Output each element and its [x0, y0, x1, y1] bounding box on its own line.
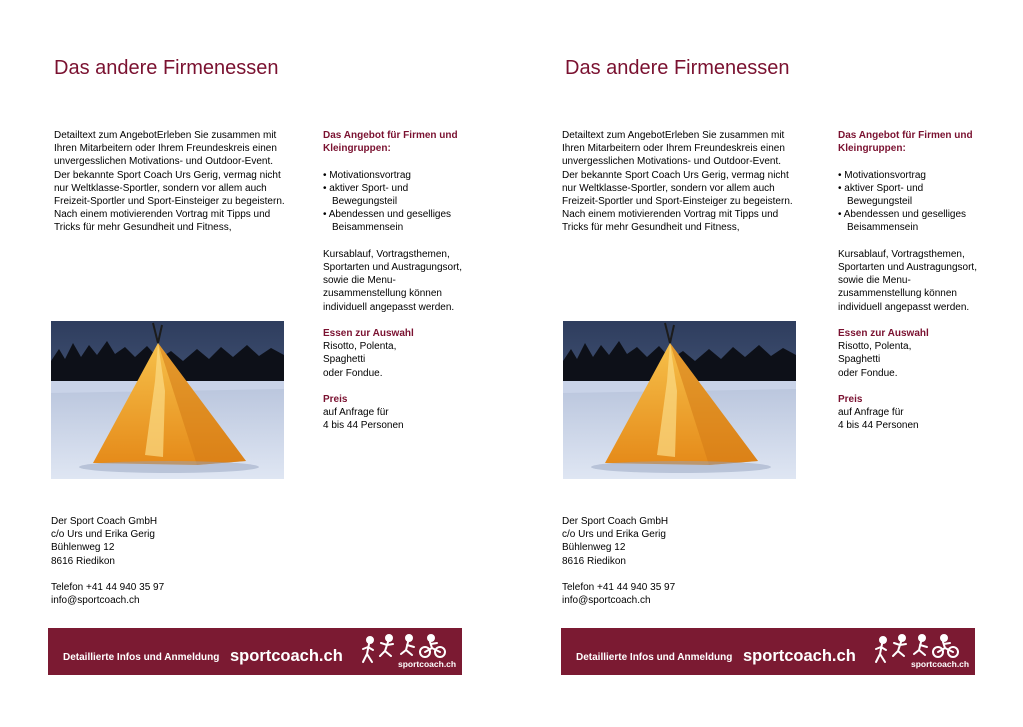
offer-heading: Das Angebot für Firmen und Kleingruppen: [323, 130, 458, 155]
offer-item: • Abendessen und geselliges Beisammensein [323, 209, 452, 234]
tent-photo [51, 321, 284, 479]
flyer-page-right [511, 0, 1022, 727]
offer-item: • Motivationsvortrag [323, 169, 411, 181]
address-block [562, 515, 782, 607]
offer-note: Kursablauf, Vortragsthemen, Sportarten und Austragungsort, sowie die Menu-zusammenstellung können individuell angepasst werden. [323, 248, 462, 313]
intro-text: Detailtext zum AngebotErleben Sie zusammen mit Ihren Mitarbeitern oder Ihrem Freundeskreis einen unvergesslichen Motivations- und Outdoor-Event. Der bekannte Sport Coach Urs Gerig, vermag nicht nur Weltklasse-Sportler, sondern vor allem auch Freizeit-Sportler und Sport-Einsteiger zu begeistern. Nach einem motivierenden Vortrag mit Tipps und Tricks für mehr Gesundheit und Fitness, [562, 130, 793, 234]
offer-column [838, 129, 978, 433]
page-title: Das andere Firmenessen [565, 57, 790, 79]
offer-heading: Das Angebot für Firmen und Kleingruppen: [838, 130, 973, 155]
price-heading: Preis [838, 394, 863, 405]
price-line: 4 bis 44 Personen [323, 420, 404, 432]
offer-item: • Abendessen und geselliges Beisammensein [838, 209, 967, 234]
info-banner[interactable] [561, 628, 975, 675]
logo-caption: sportcoach.ch [911, 659, 970, 669]
banner-brand-link[interactable]: sportcoach.ch [743, 647, 856, 665]
offer-item: • aktiver Sport- und Bewegungsteil [838, 182, 924, 207]
logo-caption: sportcoach.ch [398, 659, 457, 669]
food-line: oder Fondue. [838, 367, 898, 379]
page-title: Das andere Firmenessen [54, 57, 279, 79]
offer-column [323, 129, 463, 433]
offer-note: Kursablauf, Vortragsthemen, Sportarten und Austragungsort, sowie die Menu-zusammenstellung können individuell angepasst werden. [838, 248, 977, 313]
price-line: auf Anfrage für [838, 407, 904, 419]
address-line: Der Sport Coach GmbH [562, 516, 669, 527]
price-line: 4 bis 44 Personen [838, 420, 919, 432]
flyer-page-left [0, 0, 511, 727]
banner-text: Detaillierte Infos und Anmeldung [63, 652, 220, 663]
info-banner[interactable] [48, 628, 462, 675]
banner-text: Detaillierte Infos und Anmeldung [576, 652, 733, 663]
price-heading: Preis [323, 394, 348, 405]
banner-brand-link[interactable]: sportcoach.ch [230, 647, 343, 665]
intro-text: Detailtext zum AngebotErleben Sie zusammen mit Ihren Mitarbeitern oder Ihrem Freundeskreis einen unvergesslichen Motivations- und Outdoor-Event. Der bekannte Sport Coach Urs Gerig, vermag nicht nur Weltklasse-Sportler, sondern vor allem auch Freizeit-Sportler und Sport-Einsteiger zu begeistern. Nach einem motivierenden Vortrag mit Tipps und Tricks für mehr Gesundheit und Fitness, [54, 130, 285, 234]
food-line: Risotto, Polenta, [323, 341, 397, 353]
address-line: Bühlenweg 12 [51, 542, 115, 554]
offer-item: • Motivationsvortrag [838, 169, 926, 181]
email-link[interactable]: info@sportcoach.ch [562, 595, 651, 607]
address-line: Der Sport Coach GmbH [51, 516, 158, 527]
price-line: auf Anfrage für [323, 407, 389, 419]
phone-number: Telefon +41 44 940 35 97 [51, 582, 165, 593]
food-line: oder Fondue. [323, 367, 383, 379]
address-line: 8616 Riedikon [51, 555, 115, 567]
address-block [51, 515, 271, 607]
food-heading: Essen zur Auswahl [838, 328, 929, 339]
offer-item: • aktiver Sport- und Bewegungsteil [323, 182, 409, 207]
food-heading: Essen zur Auswahl [323, 328, 414, 339]
address-line: c/o Urs und Erika Gerig [562, 529, 666, 541]
address-line: c/o Urs und Erika Gerig [51, 529, 155, 541]
email-link[interactable]: info@sportcoach.ch [51, 595, 140, 607]
food-line: Spaghetti [323, 354, 366, 366]
food-line: Risotto, Polenta, [838, 341, 912, 353]
address-line: 8616 Riedikon [562, 555, 626, 567]
address-line: Bühlenweg 12 [562, 542, 626, 554]
phone-number: Telefon +41 44 940 35 97 [562, 582, 676, 593]
tent-photo [563, 321, 796, 479]
food-line: Spaghetti [838, 354, 881, 366]
